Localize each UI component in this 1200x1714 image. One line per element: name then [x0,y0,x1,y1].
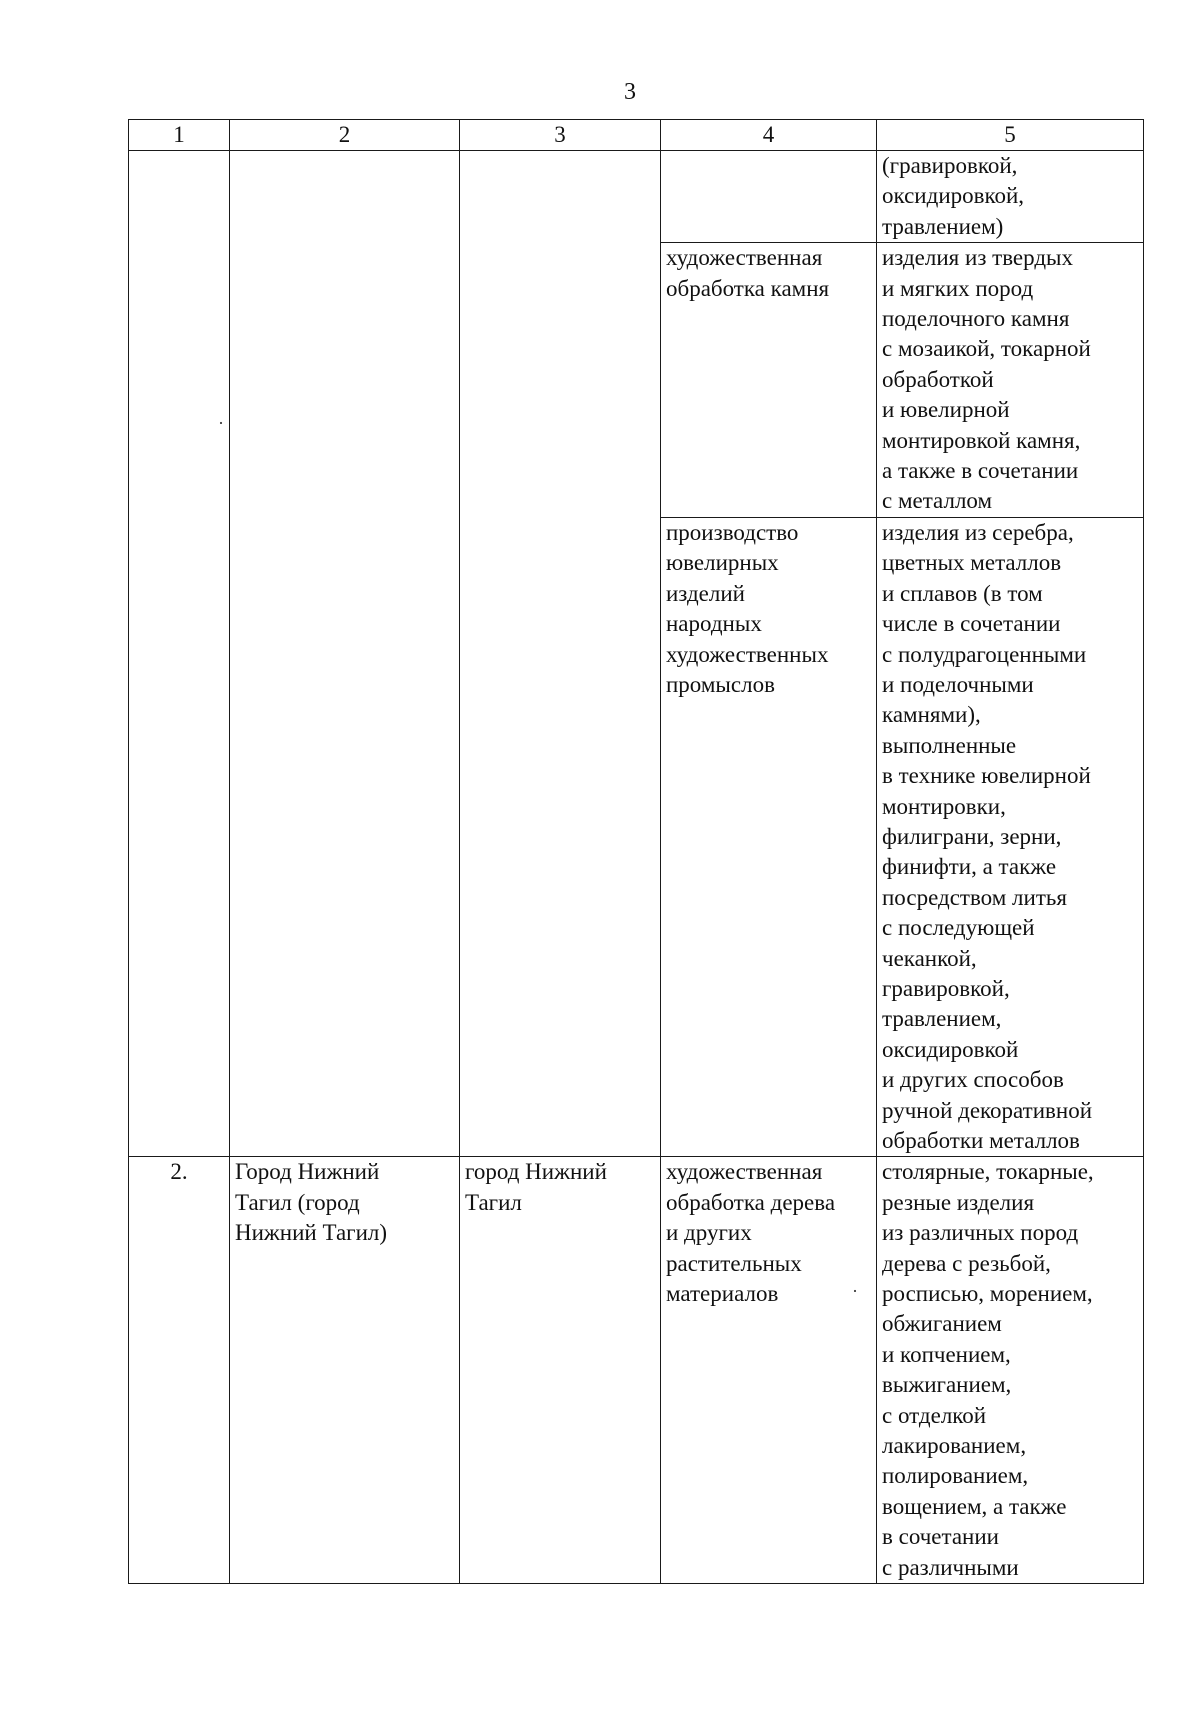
cell-text-line: обработкой [882,366,994,392]
cell-text-line: художественная [666,245,823,271]
craft-products-cell [877,517,1144,1157]
row-number-cell: 2. [129,1157,230,1584]
craft-products-cell [877,1157,1144,1584]
header-col-5: 5 [877,120,1144,151]
cell-text-line: чеканкой, [882,945,977,971]
cell-text-line: Город Нижний [235,1159,380,1185]
row1-col5-cell [877,151,1144,243]
cell-text-line: изделия из серебра, [882,519,1074,545]
cell-text-line: травлением, [882,1006,1002,1032]
cell-text-line: (гравировкой, [882,153,1018,178]
cell-text-line: и сплавов (в том [882,580,1043,606]
cell-text-line: росписью, морением, [882,1281,1093,1307]
cell-text-line: ювелирных [666,550,779,576]
cell-text-line: камнями), [882,702,981,728]
craft-type-cell [661,517,877,1157]
cell-text-line: монтировкой камня, [882,427,1081,453]
table-row [129,1157,1144,1584]
cell-text-line: филиграни, зерни, [882,823,1062,849]
cell-text-line: с мозаикой, токарной [882,336,1091,362]
settlement-cell [460,1157,661,1584]
cell-text-line: выжиганием, [882,1372,1012,1398]
cell-text-line: Тагил (город [235,1189,360,1215]
cell-text-line: Тагил [465,1189,522,1215]
cell-text-line: производство [666,519,799,545]
cell-text-line: цветных металлов [882,550,1062,576]
cell-text-line: с отделкой [882,1402,987,1428]
cell-text-line: и поделочными [882,671,1034,697]
cell-text-line: изделия из твердых [882,245,1073,271]
table-row [129,151,1144,243]
crafts-table [128,119,1144,1584]
row1-col1-cell [129,151,230,1157]
craft-type-cell [661,1157,877,1584]
cell-text-line: резные изделия [882,1189,1035,1215]
header-col-4: 4 [661,120,877,151]
cell-text-line: обработки металлов [882,1128,1080,1153]
cell-text-line: травлением) [882,213,1004,239]
cell-text-line: в технике ювелирной [882,763,1091,789]
header-col-2: 2 [230,120,460,151]
cell-text-line: финифти, а также [882,854,1057,880]
cell-text-line: промыслов [666,671,775,697]
craft-products-cell [877,243,1144,518]
cell-text-line: а также в сочетании [882,458,1079,484]
craft-type-cell [661,243,877,518]
cell-text-line: лакированием, [882,1433,1027,1459]
cell-text-line: выполненные [882,732,1017,758]
cell-text-line: столярные, токарные, [882,1159,1094,1185]
cell-text-line: народных [666,611,762,637]
cell-text-line: ручной декоративной [882,1097,1092,1123]
cell-text-line: числе в сочетании [882,611,1061,637]
header-col-1: 1 [129,120,230,151]
header-row [129,120,1144,151]
cell-text-line: и мягких пород [882,275,1034,301]
header-col-3: 3 [460,120,661,151]
cell-text-line: вощением, а также [882,1493,1067,1519]
cell-text-line: и других [666,1220,752,1246]
cell-text-line: обработка дерева [666,1189,836,1215]
cell-text-line: поделочного камня [882,306,1070,332]
cell-text-line: художественных [666,641,829,667]
cell-text-line: в сочетании [882,1524,999,1550]
cell-text-line: из различных пород [882,1220,1079,1246]
cell-text-line: и других способов [882,1067,1064,1093]
cell-text-line: с полудрагоценными [882,641,1087,667]
row1-col3-cell [460,151,661,1157]
row1-col4-cell [661,151,877,243]
cell-text-line: материалов [666,1281,779,1307]
cell-text-line: дерева с резьбой, [882,1250,1051,1276]
row1-col2-cell [230,151,460,1157]
cell-text-line: обработка камня [666,275,830,301]
cell-text-line: с металлом [882,488,993,514]
cell-text-line: полированием, [882,1463,1029,1489]
cell-text-line: монтировки, [882,793,1006,819]
page-number: 3 [624,79,636,105]
municipality-cell [230,1157,460,1584]
cell-text-line: с различными [882,1554,1019,1580]
cell-text-line: гравировкой, [882,975,1010,1001]
stray-dot-mark: · [218,413,224,433]
cell-text-line: посредством литья [882,884,1067,910]
cell-text-line: Нижний Тагил) [235,1220,388,1246]
cell-text-line: художественная [666,1159,823,1185]
cell-text-line: город Нижний [465,1159,607,1185]
cell-text-line: обжиганием [882,1311,1002,1337]
cell-text-line: изделий [666,580,745,606]
cell-text-line: оксидировкой, [882,183,1025,209]
cell-text-line: и ювелирной [882,397,1010,423]
cell-text-line: с последующей [882,915,1035,941]
stray-dot-mark: · [852,1281,858,1301]
cell-text-line: оксидировкой [882,1036,1019,1062]
cell-text-line: растительных [666,1250,802,1276]
cell-text-line: и копчением, [882,1341,1011,1367]
